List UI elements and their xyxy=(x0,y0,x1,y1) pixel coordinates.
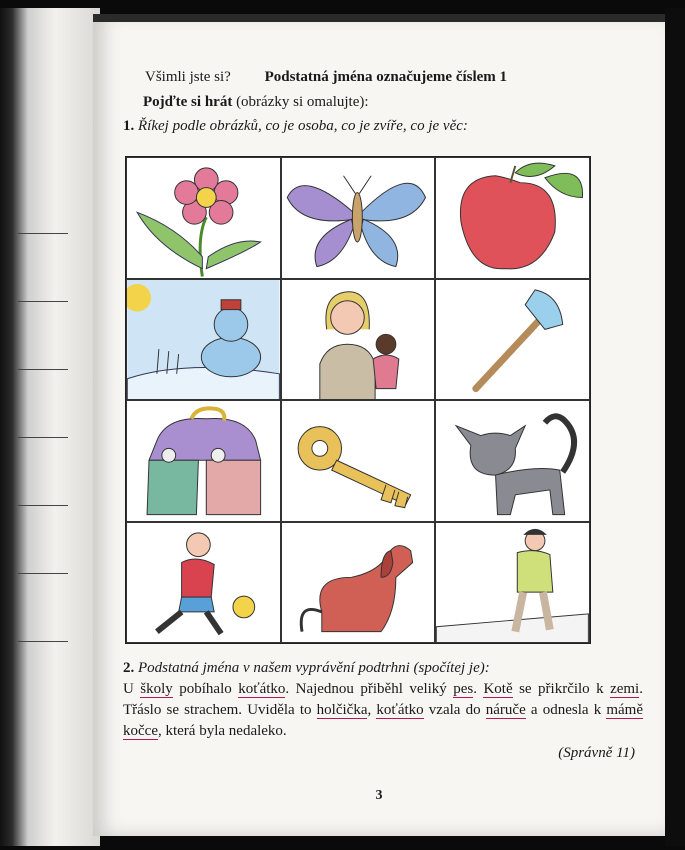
page-title: Podstatná jména označujeme číslem 1 xyxy=(264,69,508,85)
picture-axe xyxy=(435,279,590,401)
underlined-noun: koťátko xyxy=(238,681,286,697)
story-text: a odnesla k xyxy=(525,702,607,718)
picture-apple xyxy=(435,157,590,279)
picture-flower xyxy=(126,157,281,279)
header xyxy=(145,69,507,86)
underlined-noun: koťátko xyxy=(376,702,424,718)
page-number: 3 xyxy=(375,788,383,803)
story-text: vzala do xyxy=(423,702,486,718)
picture-cat xyxy=(435,400,590,522)
story-text: . Třáslo se strachem. Uviděla to xyxy=(123,681,643,718)
story-text: , xyxy=(367,702,377,718)
story-text: U xyxy=(123,681,141,697)
underlined-noun: zemi xyxy=(610,681,640,697)
task-1 xyxy=(123,118,468,135)
underlined-noun: kočce xyxy=(123,723,158,739)
story-text: . Najednou přiběhl veliký xyxy=(285,681,454,697)
picture-grid xyxy=(125,156,591,644)
picture-key xyxy=(281,400,436,522)
picture-dog xyxy=(281,522,436,644)
picture-butterfly xyxy=(281,157,436,279)
story-text: . xyxy=(473,681,484,697)
underlined-noun: náruče xyxy=(485,702,526,718)
underlined-noun: mámě xyxy=(606,702,644,718)
underlined-noun: Kotě xyxy=(483,681,513,697)
underlined-noun: školy xyxy=(140,681,173,697)
workbook-page xyxy=(93,14,665,836)
task-1-text: Říkej podle obrázků, co je osoba, co je zvíře, co je věc: xyxy=(138,118,468,134)
play-bold: Pojďte si hrát xyxy=(143,94,233,110)
picture-bag xyxy=(126,400,281,522)
story-text: se přikrčilo k xyxy=(512,681,611,697)
play-instruction xyxy=(143,94,369,111)
task-2-instruction: Podstatná jména v našem vyprávění podtrhni (spočítej je): xyxy=(138,660,490,676)
task-1-number: 1. xyxy=(123,118,135,134)
task-2-story xyxy=(123,681,643,740)
underlined-noun: pes xyxy=(453,681,474,697)
picture-walking-child xyxy=(435,522,590,644)
picture-girl-with-doll xyxy=(281,279,436,401)
picture-boy-with-ball xyxy=(126,522,281,644)
header-lead: Všimli jste si? xyxy=(145,69,231,85)
task-2-number: 2. xyxy=(123,660,135,676)
underlined-noun: holčička xyxy=(316,702,368,718)
picture-snowman xyxy=(126,279,281,401)
correct-count: (Správně 11) xyxy=(558,745,635,761)
story-text: pobíhalo xyxy=(172,681,239,697)
task-2 xyxy=(123,658,643,742)
previous-page-edge xyxy=(0,8,100,846)
play-rest: (obrázky si omalujte): xyxy=(232,94,369,110)
story-text: , která byla nedaleko. xyxy=(157,723,287,739)
previous-page-table-fragment xyxy=(18,233,68,733)
